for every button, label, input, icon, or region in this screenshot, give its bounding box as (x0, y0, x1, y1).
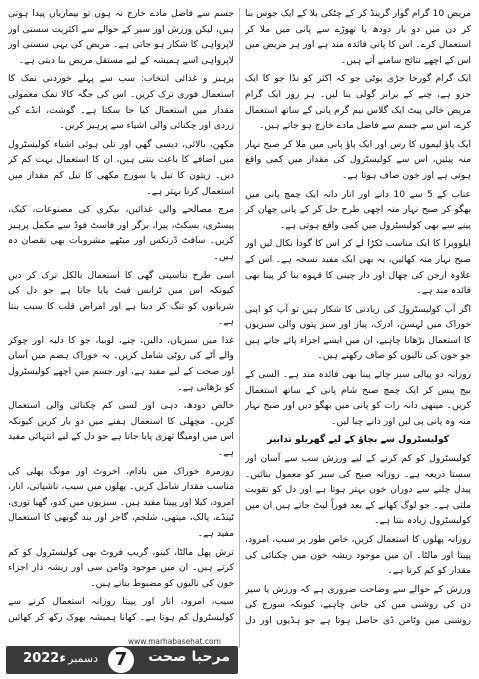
left-column (8, 6, 234, 626)
paragraph: مکھن، بالائی، دیسی گھی اور تلی ہوئی اشیاء کولیسٹرول میں اضافے کا باعث بنتی ہیں، ان کا استعمال بہت کم کر دیں۔ زیتون کا تیل یا سورج مکھی کا تیل کم مقدار میں استعمال کرنا بہتر ہے۔ (8, 138, 234, 197)
paragraph: سیب، امرود، انار اور پپیتا روزانہ استعمال کرنے سے کولیسٹرول کم ہوتا ہے۔ کھانا ہمیشہ بھوک رکھ کر کھائیں (8, 596, 234, 623)
paragraph: ترش پھل مالٹا، کینو، گریپ فروٹ بھی کولیسٹرول کو کم کرتے ہیں۔ ان میں موجود وٹامن سی اور ریشہ دار اجزاء خون کی نالیوں کو مضبوط بناتے ہیں۔ (8, 546, 234, 589)
paragraph: مریض 10 گرام گوار گرینڈ کر کے چٹکی بلا کے ایک جوس بنا کر دن میں دو بار دودھ یا تھوڑے سے پانی میں ملا کر استعمال کرے۔ اس کا پانی فائدہ مند ہے اور ہر مریض میں اس کے اچھے نتائج سامنے آتے ہیں۔ (245, 8, 471, 66)
issue-year: 2022ء (23, 651, 66, 666)
footer-banner (6, 646, 238, 674)
paragraph: ایک پاؤ لیموں کا رس اور ایک پاؤ پانی میں ملا کر صبح نہار منہ پیئیں، اس سے کولیسٹرول کی مقدار میں کمی واقع ہوتی ہے اور خون صاف ہوتا ہے۔ (245, 138, 471, 181)
paragraph: ورزش کے حوالے سے وضاحت ضروری ہے کہ ورزش یا سیر دن کی روشنی میں کی جانی چاہیے، کیونکہ سورج کی روشنی میں وٹامن ڈی حاصل ہوتا ہے جو ہڈیوں اور دل (245, 583, 471, 626)
paragraph: ایک گرام گورخا جڑی بوٹی جو کہ اکثر کو نڈا جو کا ایک جزو ہے، چنے کے برابر گولی بنا لیں۔ ہر روز ایک گرام مریض خالی پیٹ ایک گلاس نیم گرم پانی کے ساتھ استعمال کرے، اس سے جسم سے فاضل مادے خارج ہو جاتے ہیں۔ (245, 73, 471, 132)
paragraph: اسی طرح بناسپتی گھی کا استعمال بالکل ترک کر دیں کیونکہ اس میں ٹرانس فیٹ پایا جاتا ہے جو دل کی شریانوں کو تنگ کر دیتا ہے اور امراض قلب کا سبب بنتا ہے۔ (8, 269, 234, 328)
paragraph: عناب کے 5 سے 10 دانے اور انار دانہ ایک چمچ پانی میں بھگو کر صبح نہار منہ اچھی طرح حل کر کے پانی چھان کر پینے سے بھی کولیسٹرول میں کمی واقع ہوتی ہے۔ (245, 188, 471, 231)
column-divider (239, 8, 240, 648)
page-number: 7 (108, 647, 134, 673)
paragraph: خالص دودھ، دہی اور لسی کم چکنائی والی استعمال کریں۔ مچھلی کا استعمال ہفتے میں دو بار کریں کیونکہ اس میں اومیگا تھری پایا جاتا ہے جو دل کے لیے انتہائی مفید ہے۔ (8, 400, 234, 459)
section-heading: کولیسٹرول سے بچاؤ کے لیے گھریلو تدابیر (267, 434, 449, 446)
paragraph: روزانہ دو پیالی سبز چائے پینا بھی فائدہ مند ہے۔ السی کے بیج پیس کر ایک چمچ صبح شام پانی کے ساتھ استعمال کریں۔ میتھی دانہ رات کو پانی میں بھگو دیں اور صبح نہار منہ وہ پانی پی لیں اور دانے چبا لیں۔ (245, 369, 471, 427)
paragraph: کولیسٹرول کو کم کرنے کے لیے ورزش سب سے آسان اور سستا ذریعہ ہے۔ روزانہ صبح کی سیر کو معمول بنائیں۔ پیدل چلنے سے دوران خون بہتر ہوتا ہے اور دل کو تقویت ملتی ہے۔ جو لوگ کھانے کے بعد فوراً لیٹ جاتے ہیں ان میں کولیسٹرول زیادہ بنتا ہے۔ (245, 453, 471, 527)
website-link[interactable]: www.marhabasehat.com (128, 637, 221, 646)
paragraph: ایلوویرا کا ایک مناسب ٹکڑا لے کر اس کا گودا نکال لیں اور صبح نہار منہ کھائیں، یہ بھی ایک مفید نسخہ ہے۔ اس کے علاوہ ارجن کی چھال اور دار چینی کا قہوہ بنا کر پینا بھی فائدہ مند ہے۔ (245, 238, 471, 297)
right-column (245, 6, 471, 626)
paragraph: پرہیز و غذائی انتخاب: سب سے پہلے خوردنی نمک کا استعمال فوری ترک کریں۔ اس کی جگہ کالا نمک معمولی مقدار میں استعمال کیا جا سکتا ہے۔ گوشت، انڈے کی زردی اور چکنائی والی اشیاء سے پرہیز کریں۔ (8, 73, 234, 132)
paragraph: روزانہ پھلوں کا استعمال کریں، خاص طور پر سیب، امرود، پپیتا اور مالٹا۔ ان میں موجود ریشہ خون میں چکنائی کی مقدار کو کم کرتا ہے۔ (245, 534, 471, 577)
paragraph: اگر آپ کولیسٹرول کی زیادتی کا شکار ہیں تو آپ کو اپنی خوراک میں لہسن، ادرک، پیاز اور سبز پتوں والی سبزیوں کا استعمال بڑھانا چاہیے، ان میں ایسے اجزاء پائے جاتے ہیں جو خون کی نالیوں کو صاف رکھتے ہیں۔ (245, 303, 471, 362)
paragraph: غذا میں سبزیاں، دالیں، چنے، لوبیا، جو کا دلیہ اور چوکر والے آٹے کی روٹی شامل کریں۔ یہ خوراک ہضم میں آسان اور صحت کے لیے مفید ہے، اور جسم میں اچھے کولیسٹرول کو بڑھاتی ہے۔ (8, 334, 234, 393)
paragraph: روزمرہ خوراک میں بادام، اخروٹ اور مونگ پھلی کی مناسب مقدار شامل کریں۔ پھلوں میں سیب، ناشپاتی، انار، امرود، کیلا اور پپیتا مفید ہیں۔ سبزیوں میں کدو، گھیا توری، ٹینڈے، پالک، میتھی، شلجم، گاجر اور بند گوبھی کا استعمال مفید ہے۔ (8, 465, 234, 539)
paragraph: مرچ مصالحے والی غذائیں، بیکری کی مصنوعات، کیک، پیسٹری، بسکٹ، پیزا، برگر اور فاسٹ فوڈ سے مکمل پرہیز کریں۔ سافٹ ڈرنکس اور میٹھے مشروبات بھی نقصان دہ ہیں۔ (8, 204, 234, 262)
paragraph: جسم سے فاضل مادے خارج نہ ہوں تو بیماریاں پیدا ہوتی ہیں، لیکن ورزش اور سیر کے حوالے سے اکثریت سستی اور لاپرواہی کا شکار ہو جاتی ہے۔ مریض کی یہی سستی اور لاپرواہی اسے ہمیشہ کے لیے مستقل مریض بنا دیتی ہے۔ (8, 8, 234, 66)
magazine-brand: مرحبا صحت (148, 649, 230, 665)
issue-month: دسمبر (68, 652, 98, 665)
